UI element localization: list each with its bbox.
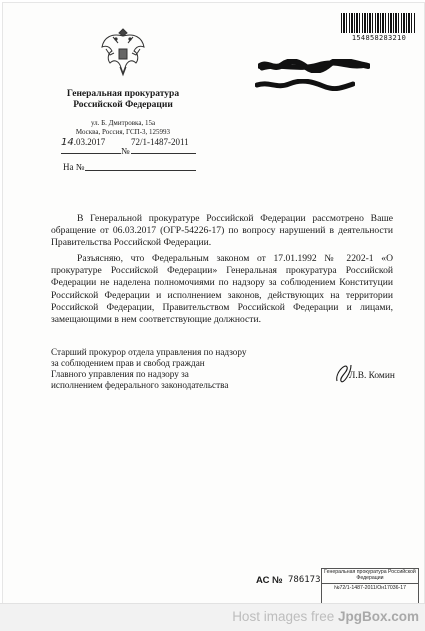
image-host-footer: [0, 603, 425, 631]
number-label: №: [121, 146, 130, 156]
body-paragraph-2: Разъясняю, что Федеральным законом от 17.01.1992 № 2202-1 «О прокуратуре Российской Федерации» Генеральная прокуратура Российской Федерации не наделена полномочиями по надзору за соблюдением Конституции Российской Федерации и исполнением законов, действующих на территории Российской Федерации, Правительством Российской Федерации и лицами, замещающими в нем соответствующие должности.: [51, 253, 393, 326]
document-page: [2, 2, 425, 604]
ac-number: 786173: [288, 575, 321, 585]
organization-name: Генеральная прокуратура Российской Федерации: [66, 89, 180, 110]
ac-label: АС №: [256, 575, 283, 586]
coat-of-arms-emblem: [98, 23, 148, 81]
redacted-recipient-scribble: [258, 59, 370, 73]
redacted-address-scribble: [255, 79, 355, 91]
number-underline: [131, 153, 196, 154]
reference-underline: [85, 170, 196, 171]
date-underline: [61, 153, 121, 154]
barcode: [341, 13, 415, 33]
barcode-number: 154858283210: [351, 34, 407, 42]
signatory-name: Л.В. Комин: [349, 371, 395, 381]
registration-stamp: Генеральная прокуратура Российской Федерации №72/1-1487-2011/Он17036-17: [321, 568, 419, 604]
host-watermark[interactable]: Host images free JpgBox.com: [232, 609, 419, 624]
organization-address: ул. Б. Дмитровка, 15а Москва, Россия, ГСП-3, 125993: [75, 119, 171, 136]
body-paragraph-1: В Генеральной прокуратуре Российской Федерации рассмотрено Ваше обращение от 06.03.2017 (ОГР-54226-17) по вопросу нарушений в деятельности Правительства Российской Федерации.: [51, 213, 393, 249]
signatory-position: Старший прокурор отдела управления по надзору за соблюдением прав и свобод граждан Главного управления по надзору за исполнением федерального законодательства: [51, 347, 247, 390]
registration-number: 72/1-1487-2011: [131, 137, 189, 147]
letter-date: 14.03.2017: [61, 137, 106, 148]
reference-label: На №: [63, 162, 85, 172]
